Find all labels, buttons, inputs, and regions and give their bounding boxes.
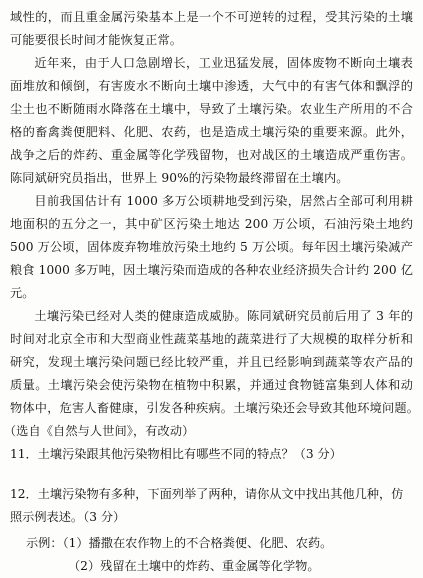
passage-paragraph-statistics: 目前我国估计有 1000 多万公顷耕地受到污染，居然占全部可利用耕地面积的五分之一，其中矿区污染土地达 200 万公顷，石油污染土地约 500 万公顷，固体废弃物堆放污染土地约 5 万公顷。每年因土壤污染减产粮食 1000 多万吨，因土壤污染而造成的各种农业经济损失合计约 200 亿元。 — [10, 194, 413, 300]
passage-source-citation: （选自《自然与人世间》，有改动） — [10, 424, 195, 438]
example-line-2: （2）残留在土壤中的炸药、重金属等化学物。 — [68, 559, 320, 573]
passage-paragraph-sources: 近年来，由于人口急剧增长，工业迅猛发展，固体废物不断向土壤表面堆放和倾倒，有害废水不断向土壤中渗透，大气中的有害气体和飘浮的尘土也不断随雨水降落在土壤中，导致了土壤污染。农业生产所用的不合格的畜禽粪便肥料、化肥、农药，也是造成土壤污染的重要来源。此外，战争之后的炸药、重金属等化学残留物，也对战区的土壤造成严重伤害。陈同斌研究员指出，世界上 90%的污染物最终滞留在土壤内。 — [10, 56, 413, 185]
question-12: 12．土壤污染物有多种，下面列举了两种，请你从文中找出其他几种，仿照示例表述。（3 分） — [10, 487, 404, 524]
passage-paragraph-health-text: 土壤污染已经对人类的健康造成威胁。陈同斌研究员前后用了 3 年的时间对北京全市和大型商业性蔬菜基地的蔬菜进行了大规模的取样分析和研究，发现土壤污染问题已经比较严重，并且已经影响到蔬菜等农产品的质量。土壤污染会使污染物在植物中积累，并通过食物链富集到人体和动物体中，危害人畜健康，引发各种疾病。土壤污染还会导致其他环境问题。 — [10, 309, 413, 415]
question-11: 11．土壤污染跟其他污染物相比有哪些不同的特点？（3 分） — [10, 447, 342, 461]
passage-paragraph-continued: 域性的，而且重金属污染基本上是一个不可逆转的过程，受其污染的土壤可能要很长时间才能恢复正常。 — [10, 10, 413, 47]
example-line-1: 示例：（1）播撒在农作物上的不合格粪便、化肥、农药。 — [26, 536, 333, 550]
passage-paragraph-health — [10, 305, 413, 443]
